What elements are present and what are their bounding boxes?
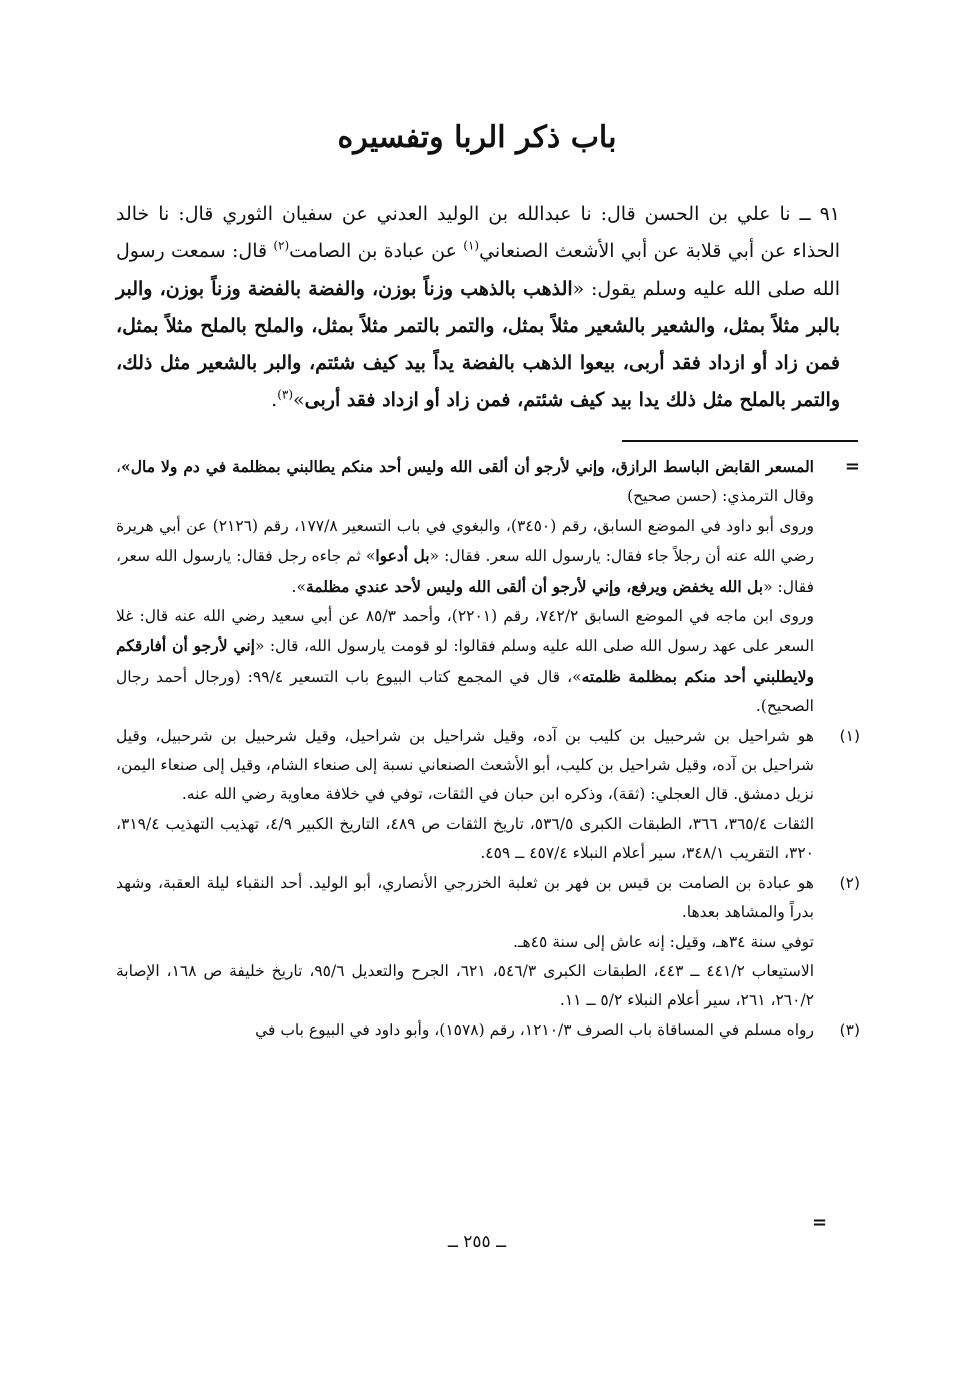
footnote-body: [116, 1016, 814, 1045]
footnote-2: [116, 869, 860, 1016]
continuation-mark: =: [844, 456, 860, 477]
footnote-1: [116, 722, 860, 869]
hadith-end: .: [271, 389, 278, 412]
continuation-mark-bottom: =: [812, 1212, 828, 1233]
footnote-text: ».: [291, 577, 306, 596]
footnote-body: [116, 722, 814, 869]
footnote-text: وروى ابن ماجه في الموضع السابق ٧٤٢/٢، رقم (٢٢٠١)، وأحمد ٨٥/٣ عن أبي سعيد رضي الله عنه قال: غلا السعر على عهد رسول الله صلى الله عليه وسلم فقالوا: لو قومت يارسول الله، قال: «: [116, 607, 814, 656]
footnote-sources: الاستيعاب ٤٤١/٢ ــ ٤٤٣، الطبقات الكبرى ٥٤٦/٣، ٦٢١، الجرح والتعديل ٩٥/٦، تاريخ خليفة ص ١٦٨، الإصابة ٢٦٠/٢، ٢٦١، سير أعلام النبلاء ٥/٢ ــ ١١.: [116, 961, 815, 1010]
footnote-text: » ثم جاءه رجل فقال: يارسول الله سعر، فقال: «: [116, 547, 814, 596]
footnote-paragraph: هو شراحيل بن شرحبيل بن كليب بن آده، وقيل شراحيل بن شراحيل، وقيل شرحبيل بن شرحبيل، وقيل شراحيل بن آده، وقيل شراحيل بن كليب، أبو الأشعث الصنعاني نسبة إلى صنعاء الشام، وقيل إلى صنعاء اليمن، نزيل دمشق. قال العجلي: (ثقة)، وذكره ابن حبان في الثقات، توفي في خلافة معاوية رضي الله عنه.: [116, 726, 814, 804]
footnote-bold-text: بل الله يخفض ويرفع، وإني لأرجو أن ألقى الله وليس لأحد عندي مظلمة: [305, 576, 764, 596]
hadith-close-quote: »: [293, 389, 305, 412]
footnote-text: وروى أبو داود في الموضع السابق، رقم (٣٤٥٠)، والبغوي في باب التسعير ١٧٧/٨، رقم (٢١٢٦) عن أبي هريرة رضي الله عنه أن رجلاً جاء فقال: يارسول الله سعر. فقال: «: [116, 516, 814, 566]
footnote-paragraph: رواه مسلم في المساقاة باب الصرف ١٢١٠/٣، رقم (١٥٧٨)، وأبو داود في البيوع باب في: [255, 1020, 814, 1039]
footnote-continued: [116, 452, 860, 722]
footnotes: [116, 452, 860, 1045]
footnote-sources: الثقات ٣٦٥/٤، ٣٦٦، الطبقات الكبرى ٥٣٦/٥، تاريخ الثقات ص ٤٨٩، التاريخ الكبير ٤/٩، تهذيب التهذيب ٣١٩/٤، ٣٢٠، التقريب ٣٤٨/١، سير أعلام النبلاء ٤٥٧/٤ ــ ٤٥٩.: [116, 814, 815, 863]
footnote-paragraph: [116, 602, 814, 722]
footnote-paragraph: [116, 512, 814, 602]
footnote-paragraph: توفي سنة ٣٤هـ، وقيل: إنه عاش إلى سنة ٤٥هـ.: [512, 932, 814, 951]
hadith-matn: الذهب بالذهب وزناً بوزن، والفضة بالفضة وزناً بوزن، والبر بالبر مثلاً بمثل، والشعير بالشعير مثلاً بمثل، والتمر بالتمر مثلاً بمثل، والملح بالملح مثلاً بمثل، فمن زاد أو ازداد فقد أربى، بيعوا الذهب بالفضة يداً بيد كيف شئتم، والبر بالشعير مثل ذلك، والتمر بالملح مثل ذلك يدا بيد كيف شئتم، فمن زاد أو ازداد فقد أربى: [116, 277, 840, 412]
hadith-intro: قال: سمعت رسول الله صلى الله عليه وسلم يقول: «: [116, 240, 840, 300]
footnote-body: [116, 869, 814, 1016]
footnote-separator: [622, 440, 858, 442]
footnote-3: [116, 1016, 860, 1045]
page-number: ــ ٢٥٥ ــ: [447, 1232, 507, 1252]
footnote-number: (٣): [839, 1020, 860, 1039]
footnote-continued-body: [116, 452, 814, 722]
footnote-text: ، وقال الترمذي: (حسن صحيح): [116, 458, 814, 506]
footnote-number: (١): [839, 726, 860, 745]
footnote-bold-text: إني لأرجو أن أفارقكم ولايطلبني أحد منكم بمظلمة ظلمته: [116, 636, 815, 686]
hadith-text: [116, 196, 840, 420]
hadith-isnad: ٩١ ــ نا علي بن الحسن قال: نا عبدالله بن الوليد العدني عن سفيان الثوري قال: نا خالد الحذاء عن أبي قلابة عن أبي الأشعث الصنعاني: [116, 203, 841, 263]
footnote-text: »، قال في المجمع كتاب البيوع باب التسعير ٩٩/٤: (ورجال أحمد رجال الصحيح).: [116, 667, 814, 716]
footnote-number: (٢): [839, 873, 860, 892]
footnote-paragraph: [116, 452, 814, 512]
chapter-title: باب ذكر الربا وتفسيره: [337, 120, 617, 155]
footnote-paragraph: هو عبادة بن الصامت بن قيس بن فهر بن ثعلبة الخزرجي الأنصاري، أبو الوليد. أحد النقباء ليلة العقبة، وشهد بدراً والمشاهد بعدها.: [116, 873, 814, 922]
hadith-paragraph: [116, 196, 840, 420]
footnote-bold-text: المسعر القابض الباسط الرازق، وإني لأرجو أن ألقى الله وليس أحد منكم يطالبني بمظلمة في دم ولا مال»: [121, 457, 814, 476]
footnote-bold-text: بل أدعوا: [375, 546, 430, 566]
footnote-ref-2[interactable]: (٢): [273, 238, 290, 253]
footnote-ref-1[interactable]: (١): [463, 238, 480, 253]
footnote-ref-3[interactable]: (٣): [277, 388, 294, 403]
hadith-isnad-cont: عن عبادة بن الصامت: [289, 240, 464, 263]
